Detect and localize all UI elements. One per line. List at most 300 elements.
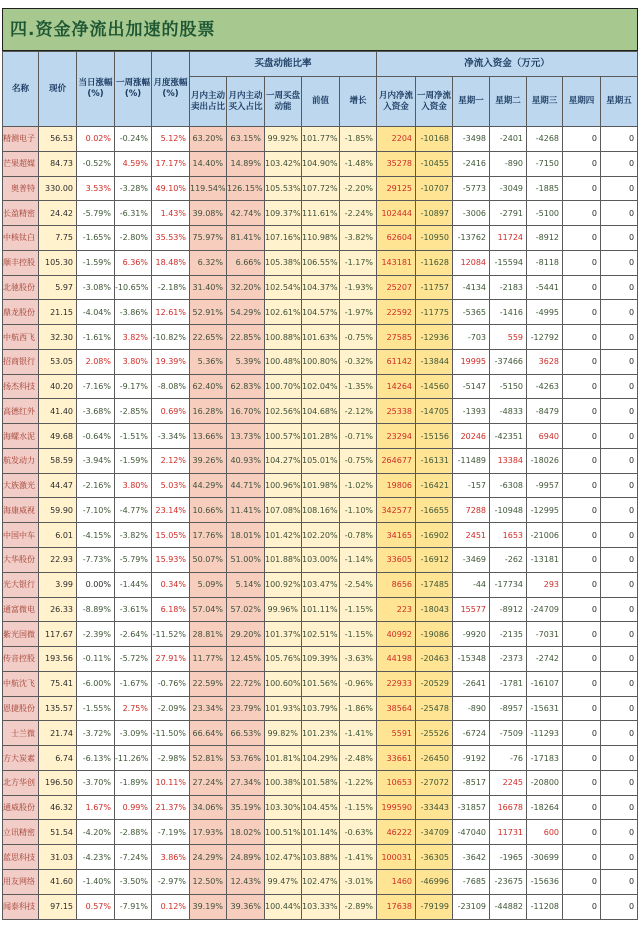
table-cell: -7509 <box>490 721 527 746</box>
table-row <box>3 820 638 845</box>
table-cell: -0.78% <box>340 523 377 548</box>
table-cell: -1.67% <box>115 671 152 696</box>
table-row <box>3 127 638 152</box>
table-cell: 330.00 <box>39 176 77 201</box>
table-cell: -1.44% <box>115 572 152 597</box>
table-cell: -10950 <box>416 226 453 251</box>
table-row <box>3 721 638 746</box>
table-cell: -2183 <box>490 275 527 300</box>
table-cell: 100.92% <box>265 572 302 597</box>
table-cell: -36305 <box>416 845 453 870</box>
table-cell: -6.00% <box>77 671 115 696</box>
table-cell: 0 <box>563 746 601 771</box>
table-cell: 559 <box>490 325 527 350</box>
table-cell: 11.41% <box>227 498 265 523</box>
table-cell: 35.19% <box>227 795 265 820</box>
table-cell: 6.36% <box>115 250 152 275</box>
table-row <box>3 325 638 350</box>
table-cell: -8479 <box>527 399 563 424</box>
table-cell: -9920 <box>453 622 490 647</box>
table-cell: 10.11% <box>152 770 190 795</box>
table-row <box>3 696 638 721</box>
section-title: 四.资金净流出加速的股票 <box>2 8 638 51</box>
table-cell: -23109 <box>453 894 490 919</box>
table-cell: 46222 <box>377 820 416 845</box>
table-cell: 13.66% <box>190 424 227 449</box>
col-header: 月内主动买入占比 <box>227 77 265 127</box>
table-cell: 33661 <box>377 746 416 771</box>
table-cell: 11731 <box>490 820 527 845</box>
table-cell: 104.68% <box>302 399 340 424</box>
table-cell: -0.76% <box>152 671 190 696</box>
table-cell: -25526 <box>416 721 453 746</box>
col-header: 月内主动卖出占比 <box>190 77 227 127</box>
table-cell: 41.60 <box>39 869 77 894</box>
table-cell: 58.59 <box>39 448 77 473</box>
stock-name-cell: 航发动力 <box>3 448 39 473</box>
table-cell: -15594 <box>490 250 527 275</box>
stock-name-cell: 芒果超媒 <box>3 151 39 176</box>
table-cell: -5.72% <box>115 647 152 672</box>
table-cell: -1.59% <box>77 250 115 275</box>
col-header: 星期三 <box>527 77 563 127</box>
table-cell: -1.59% <box>115 448 152 473</box>
table-cell: 39.08% <box>190 201 227 226</box>
table-cell: -2135 <box>490 622 527 647</box>
table-cell: 15.05% <box>152 523 190 548</box>
table-cell: -11.50% <box>152 721 190 746</box>
table-row <box>3 275 638 300</box>
table-cell: 16.70% <box>227 399 265 424</box>
table-cell: 0 <box>601 201 638 226</box>
table-cell: 4.59% <box>115 151 152 176</box>
table-cell: 16.28% <box>190 399 227 424</box>
table-cell: 0 <box>563 770 601 795</box>
table-cell: 101.88% <box>265 548 302 573</box>
stock-name-cell: 高德红外 <box>3 399 39 424</box>
table-cell: -2416 <box>453 151 490 176</box>
table-cell: -16912 <box>416 548 453 573</box>
table-cell: 21.15 <box>39 300 77 325</box>
table-cell: -5365 <box>453 300 490 325</box>
table-cell: -46996 <box>416 869 453 894</box>
table-cell: -7.16% <box>77 374 115 399</box>
table-cell: 0 <box>563 548 601 573</box>
table-cell: 66.53% <box>227 721 265 746</box>
stock-name-cell: 士兰微 <box>3 721 39 746</box>
table-cell: 29.20% <box>227 622 265 647</box>
table-cell: 8656 <box>377 572 416 597</box>
table-cell: -703 <box>453 325 490 350</box>
table-cell: -16107 <box>527 671 563 696</box>
table-cell: -2.97% <box>152 869 190 894</box>
table-cell: -2.18% <box>152 275 190 300</box>
table-cell: -3498 <box>453 127 490 152</box>
table-cell: 0 <box>601 399 638 424</box>
table-cell: 0 <box>563 201 601 226</box>
table-cell: 1.67% <box>77 795 115 820</box>
table-cell: -20463 <box>416 647 453 672</box>
table-cell: -44882 <box>490 894 527 919</box>
table-cell: -26450 <box>416 746 453 771</box>
table-cell: 105.38% <box>265 250 302 275</box>
table-cell: -0.11% <box>77 647 115 672</box>
table-cell: 0.00% <box>77 572 115 597</box>
table-cell: 51.54 <box>39 820 77 845</box>
table-cell: 0 <box>563 572 601 597</box>
table-row <box>3 548 638 573</box>
table-cell: 6.18% <box>152 597 190 622</box>
table-cell: -3.34% <box>152 424 190 449</box>
table-cell: 100.38% <box>265 770 302 795</box>
table-cell: -3.01% <box>340 869 377 894</box>
table-cell: -8957 <box>490 696 527 721</box>
stock-name-cell: 紫光国微 <box>3 622 39 647</box>
table-row <box>3 498 638 523</box>
table-cell: 105.01% <box>302 448 340 473</box>
table-cell: 57.04% <box>190 597 227 622</box>
table-cell: -3.50% <box>115 869 152 894</box>
table-cell: 19995 <box>453 349 490 374</box>
table-cell: 0 <box>601 548 638 573</box>
table-header <box>3 52 638 127</box>
table-cell: 100.48% <box>265 349 302 374</box>
table-cell: 0 <box>563 845 601 870</box>
table-cell: 99.82% <box>265 721 302 746</box>
table-cell: -5150 <box>490 374 527 399</box>
table-cell: 103.88% <box>302 845 340 870</box>
table-cell: -890 <box>453 696 490 721</box>
stock-name-cell: 招商银行 <box>3 349 39 374</box>
table-cell: 0 <box>563 894 601 919</box>
table-cell: 0 <box>563 399 601 424</box>
table-cell: -8.08% <box>152 374 190 399</box>
table-cell: -6.31% <box>115 201 152 226</box>
table-cell: -1.55% <box>77 696 115 721</box>
table-cell: -44 <box>453 572 490 597</box>
table-cell: -2641 <box>453 671 490 696</box>
table-cell: 0.69% <box>152 399 190 424</box>
table-cell: 107.16% <box>265 226 302 251</box>
stock-name-cell: 精测电子 <box>3 127 39 152</box>
table-cell: 293 <box>527 572 563 597</box>
table-cell: -2.64% <box>115 622 152 647</box>
table-cell: -1.97% <box>340 300 377 325</box>
stock-name-cell: 中核钛白 <box>3 226 39 251</box>
table-cell: -31857 <box>453 795 490 820</box>
stock-name-cell: 通威股份 <box>3 795 39 820</box>
table-cell: -1.51% <box>115 424 152 449</box>
table-cell: 223 <box>377 597 416 622</box>
col-header: 前值 <box>302 77 340 127</box>
table-cell: 0 <box>563 869 601 894</box>
table-cell: 40.20 <box>39 374 77 399</box>
table-cell: 3.53% <box>77 176 115 201</box>
table-cell: -0.63% <box>340 820 377 845</box>
table-cell: 0 <box>601 176 638 201</box>
table-cell: -2.09% <box>152 696 190 721</box>
table-cell: -1.15% <box>340 622 377 647</box>
table-cell: -3.61% <box>115 597 152 622</box>
stock-name-cell: 大华股份 <box>3 548 39 573</box>
table-cell: 23.34% <box>190 696 227 721</box>
table-cell: 0 <box>601 795 638 820</box>
table-row <box>3 647 638 672</box>
table-cell: 101.93% <box>265 696 302 721</box>
table-cell: 10.66% <box>190 498 227 523</box>
table-row <box>3 226 638 251</box>
table-cell: -7.19% <box>152 820 190 845</box>
table-cell: 3.82% <box>115 325 152 350</box>
table-cell: 5.09% <box>190 572 227 597</box>
table-cell: -3.82% <box>340 226 377 251</box>
table-cell: 100.44% <box>265 894 302 919</box>
table-cell: -15156 <box>416 424 453 449</box>
table-cell: 0 <box>601 597 638 622</box>
table-row <box>3 201 638 226</box>
table-cell: 7288 <box>453 498 490 523</box>
table-cell: 24.89% <box>227 845 265 870</box>
table-cell: 109.39% <box>302 647 340 672</box>
table-cell: -11208 <box>527 894 563 919</box>
col-header: 名称 <box>3 52 39 127</box>
table-cell: 0 <box>563 176 601 201</box>
table-cell: 44.47 <box>39 473 77 498</box>
table-cell: -18264 <box>527 795 563 820</box>
table-cell: -11628 <box>416 250 453 275</box>
table-cell: -4263 <box>527 374 563 399</box>
stock-name-cell: 扬杰科技 <box>3 374 39 399</box>
stock-name-cell: 北方华创 <box>3 770 39 795</box>
table-cell: 102.20% <box>302 523 340 548</box>
table-cell: 33605 <box>377 548 416 573</box>
table-cell: 32.20% <box>227 275 265 300</box>
table-cell: -4.04% <box>77 300 115 325</box>
stock-name-cell: 恩捷股份 <box>3 696 39 721</box>
stock-name-cell: 方大炭素 <box>3 746 39 771</box>
table-cell: 0 <box>601 498 638 523</box>
table-cell: -1.35% <box>340 374 377 399</box>
table-cell: -12936 <box>416 325 453 350</box>
table-cell: 110.98% <box>302 226 340 251</box>
table-cell: 14.89% <box>227 151 265 176</box>
table-cell: -1.41% <box>340 845 377 870</box>
table-cell: -0.64% <box>77 424 115 449</box>
table-cell: -14560 <box>416 374 453 399</box>
table-cell: 1460 <box>377 869 416 894</box>
table-cell: -76 <box>490 746 527 771</box>
table-cell: 27585 <box>377 325 416 350</box>
table-cell: -25478 <box>416 696 453 721</box>
table-cell: 100.57% <box>265 424 302 449</box>
table-cell: -1.22% <box>340 770 377 795</box>
table-cell: 0 <box>563 448 601 473</box>
table-cell: 0 <box>601 572 638 597</box>
table-cell: 21.37% <box>152 795 190 820</box>
table-cell: -5147 <box>453 374 490 399</box>
table-cell: -4.23% <box>77 845 115 870</box>
table-cell: 44198 <box>377 647 416 672</box>
table-cell: 12.50% <box>190 869 227 894</box>
table-cell: 126.15% <box>227 176 265 201</box>
table-cell: 0.57% <box>77 894 115 919</box>
table-cell: -5.79% <box>115 548 152 573</box>
table-cell: -37466 <box>490 349 527 374</box>
table-cell: 264677 <box>377 448 416 473</box>
table-cell: -3.09% <box>115 721 152 746</box>
table-cell: -1.93% <box>340 275 377 300</box>
table-cell: 39.36% <box>227 894 265 919</box>
stock-name-cell: 蓝思科技 <box>3 845 39 870</box>
table-cell: 0 <box>563 696 601 721</box>
table-cell: 119.54% <box>190 176 227 201</box>
table-cell: -12995 <box>527 498 563 523</box>
table-cell: 3.99 <box>39 572 77 597</box>
table-cell: 12.43% <box>227 869 265 894</box>
table-cell: 600 <box>527 820 563 845</box>
col-header: 现价 <box>39 52 77 127</box>
table-row <box>3 622 638 647</box>
table-cell: -16421 <box>416 473 453 498</box>
table-cell: 22.93 <box>39 548 77 573</box>
table-cell: 0 <box>601 746 638 771</box>
table-cell: 99.96% <box>265 597 302 622</box>
table-cell: 28.81% <box>190 622 227 647</box>
table-cell: -24709 <box>527 597 563 622</box>
table-cell: 46.32 <box>39 795 77 820</box>
table-cell: 84.73 <box>39 151 77 176</box>
stock-name-cell: 顺丰控股 <box>3 250 39 275</box>
table-cell: 102.56% <box>265 399 302 424</box>
table-cell: 13.73% <box>227 424 265 449</box>
table-cell: 0 <box>563 424 601 449</box>
table-cell: 23294 <box>377 424 416 449</box>
table-cell: 53.05 <box>39 349 77 374</box>
table-cell: 41.40 <box>39 399 77 424</box>
table-cell: 26.33 <box>39 597 77 622</box>
table-cell: 0.02% <box>77 127 115 152</box>
table-cell: -2.80% <box>115 226 152 251</box>
table-cell: 24.29% <box>190 845 227 870</box>
table-cell: -15348 <box>453 647 490 672</box>
table-cell: -10.65% <box>115 275 152 300</box>
table-cell: 5.12% <box>152 127 190 152</box>
table-cell: -8.89% <box>77 597 115 622</box>
table-cell: 0 <box>563 597 601 622</box>
table-cell: -30699 <box>527 845 563 870</box>
table-cell: -2.89% <box>340 894 377 919</box>
table-cell: 111.61% <box>302 201 340 226</box>
table-cell: 40992 <box>377 622 416 647</box>
table-cell: 0 <box>563 374 601 399</box>
table-cell: -7.91% <box>115 894 152 919</box>
table-cell: 100.96% <box>265 473 302 498</box>
table-cell: 0 <box>563 721 601 746</box>
table-cell: 6940 <box>527 424 563 449</box>
table-cell: -11.26% <box>115 746 152 771</box>
table-cell: -1.15% <box>340 597 377 622</box>
table-cell: 17.17% <box>152 151 190 176</box>
col-header: 月度涨幅 (%) <box>152 52 190 127</box>
table-cell: -1965 <box>490 845 527 870</box>
table-cell: -27072 <box>416 770 453 795</box>
table-cell: 143181 <box>377 250 416 275</box>
table-cell: 102.04% <box>302 374 340 399</box>
table-cell: 31.03 <box>39 845 77 870</box>
table-cell: 101.28% <box>302 424 340 449</box>
table-cell: 62604 <box>377 226 416 251</box>
table-cell: 15577 <box>453 597 490 622</box>
table-cell: -1.10% <box>340 498 377 523</box>
table-cell: -17485 <box>416 572 453 597</box>
table-cell: -2.54% <box>340 572 377 597</box>
table-row <box>3 845 638 870</box>
table-cell: -1.89% <box>115 770 152 795</box>
col-header: 星期二 <box>490 77 527 127</box>
table-cell: 107.72% <box>302 176 340 201</box>
table-cell: 0 <box>601 473 638 498</box>
table-cell: 19806 <box>377 473 416 498</box>
table-cell: -16902 <box>416 523 453 548</box>
table-cell: -2742 <box>527 647 563 672</box>
table-cell: -17183 <box>527 746 563 771</box>
table-cell: 0.34% <box>152 572 190 597</box>
table-cell: 15.93% <box>152 548 190 573</box>
table-cell: 18.48% <box>152 250 190 275</box>
table-cell: 3628 <box>527 349 563 374</box>
table-cell: -2.88% <box>115 820 152 845</box>
table-cell: -11757 <box>416 275 453 300</box>
table-cell: -20529 <box>416 671 453 696</box>
table-cell: 100031 <box>377 845 416 870</box>
table-cell: -6308 <box>490 473 527 498</box>
table-cell: -7.10% <box>77 498 115 523</box>
table-cell: 34.06% <box>190 795 227 820</box>
table-cell: -3.68% <box>77 399 115 424</box>
table-cell: -16655 <box>416 498 453 523</box>
table-cell: -0.71% <box>340 424 377 449</box>
table-cell: 103.00% <box>302 548 340 573</box>
table-cell: 2.12% <box>152 448 190 473</box>
table-cell: 34165 <box>377 523 416 548</box>
col-header: 增长 <box>340 77 377 127</box>
table-cell: 25338 <box>377 399 416 424</box>
table-cell: -1781 <box>490 671 527 696</box>
table-cell: 22.72% <box>227 671 265 696</box>
table-cell: 108.16% <box>302 498 340 523</box>
table-cell: 0 <box>601 275 638 300</box>
table-cell: -8912 <box>527 226 563 251</box>
table-row <box>3 869 638 894</box>
table-cell: 102.47% <box>265 845 302 870</box>
table-cell: 23.79% <box>227 696 265 721</box>
table-row <box>3 399 638 424</box>
stock-name-cell: 立讯精密 <box>3 820 39 845</box>
table-cell: -3.86% <box>115 300 152 325</box>
stock-name-cell: 鼎龙股份 <box>3 300 39 325</box>
table-row <box>3 671 638 696</box>
table-cell: -11489 <box>453 448 490 473</box>
table-cell: -14705 <box>416 399 453 424</box>
table-cell: 27.34% <box>227 770 265 795</box>
table-cell: -13762 <box>453 226 490 251</box>
table-cell: 102.54% <box>265 275 302 300</box>
table-cell: 0 <box>601 622 638 647</box>
col-header: 当日涨幅 (%) <box>77 52 115 127</box>
group-header: 买盘动能比率 <box>190 52 377 77</box>
table-cell: 0 <box>601 721 638 746</box>
table-cell: 6.01 <box>39 523 77 548</box>
